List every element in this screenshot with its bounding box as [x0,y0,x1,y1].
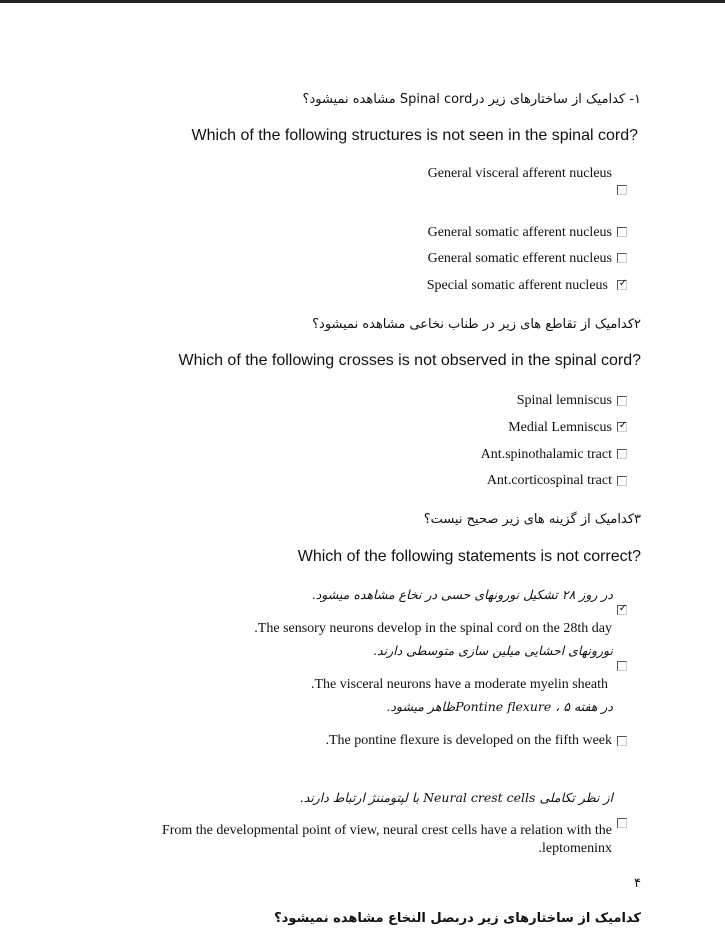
q2-english-text: Which of the following crosses is not observed in the spinal cord? [178,352,641,369]
q3-option-4-label-continued: .leptomeninx [538,841,612,856]
q3-option-1-checkbox[interactable] [617,605,627,615]
top-border [0,0,725,3]
q2-option-1-label: Spinal lemniscus [516,393,612,408]
q1-english-text: Which of the following structures is not seen in the spinal cord? [191,127,638,144]
q3-option-4-persian: از نظر تکاملی Neural crest cells با لپتومننژ ارتباط دارند. [299,790,613,805]
checkmark-icon: ✓ [618,420,628,431]
q1-option-1-checkbox[interactable] [617,185,627,195]
q1-persian-text: ۱- کدامیک از ساختارهای زیر درSpinal cord مشاهده نمیشود؟ [302,92,641,107]
q3-option-3-label: .The pontine flexure is developed on the fifth week [325,733,612,748]
checkmark-icon: ✓ [618,603,628,614]
q1-option-3-label: General somatic efferent nucleus [427,251,612,266]
q4-persian-text: کدامیک از ساختارهای زیر دربصل النخاع مشاهده نمیشود؟ [274,911,641,926]
q3-option-3-persian: در هفته ۵ ، Pontine flexureظاهر میشود. [386,699,613,714]
q1-option-1-label: General visceral afferent nucleus [427,166,612,181]
q3-option-2-checkbox[interactable] [617,661,627,671]
q3-option-4-checkbox[interactable] [617,818,627,828]
q2-option-3-label: Ant.spinothalamic tract [480,447,612,462]
q3-english-text: Which of the following statements is not correct? [297,548,641,565]
q1-option-4-label: Special somatic afferent nucleus [426,278,608,293]
q3-option-1-label: .The sensory neurons develop in the spinal cord on the 28th day [254,621,612,636]
q1-option-2-label: General somatic afferent nucleus [427,225,612,240]
q2-option-2-label: Medial Lemniscus [508,420,612,435]
q2-option-1-checkbox[interactable] [617,396,627,406]
q3-option-3-checkbox[interactable] [617,736,627,746]
q1-option-2-checkbox[interactable] [617,227,627,237]
q3-option-1-persian: در روز ۲۸ تشکیل نورونهای حسی در نخاع مشاهده میشود. [311,587,613,602]
q2-option-4-label: Ant.corticospinal tract [486,473,612,488]
q3-option-4-label: From the developmental point of view, neural crest cells have a relation with the [161,823,612,838]
q1-option-3-checkbox[interactable] [617,253,627,263]
q2-persian-text: ۲کدامیک از تقاطع های زیر در طناب نخاعی مشاهده نمیشود؟ [312,317,641,332]
checkmark-icon: ✓ [618,278,628,289]
q3-option-2-persian: نورونهای احشایی میلین سازی متوسطی دارند. [373,643,613,658]
q1-option-4-checkbox[interactable] [617,280,627,290]
q2-option-2-checkbox[interactable] [617,422,627,432]
q2-option-3-checkbox[interactable] [617,449,627,459]
q3-persian-text: ۳کدامیک از گزینه های زیر صحیح نیست؟ [423,512,641,527]
q2-option-4-checkbox[interactable] [617,476,627,486]
q4-number: ۴ [634,876,641,891]
q3-option-2-label: .The visceral neurons have a moderate myelin sheath [311,677,608,692]
